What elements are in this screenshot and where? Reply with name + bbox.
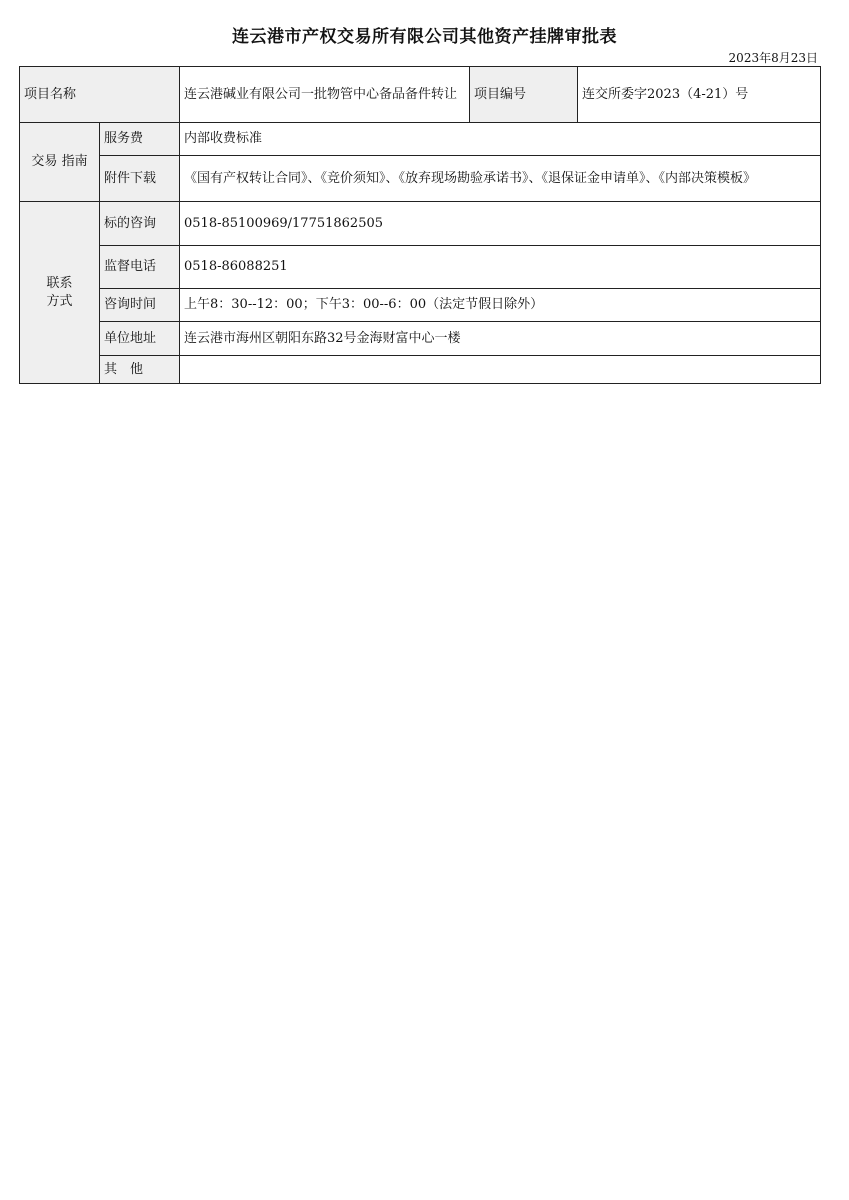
- attachment-label: 附件下载: [100, 156, 180, 202]
- attachment-value: 《国有产权转让合同》、《竞价须知》、《放弃现场勘验承诺书》、《退保证金申请单》、《内部决策模板》: [180, 156, 821, 202]
- contact-section-label-line1: 联系: [46, 275, 73, 291]
- target-inquiry-row: [20, 202, 821, 246]
- inquiry-hours-label: 咨询时间: [100, 289, 180, 322]
- document-date: 2023年8月23日: [728, 51, 818, 65]
- supervision-phone-row: [20, 246, 821, 289]
- target-inquiry-label: 标的咨询: [100, 202, 180, 246]
- project-code-value: 连交所委字2023（4-21）号: [578, 67, 821, 123]
- supervision-phone-label: 监督电话: [100, 246, 180, 289]
- project-name-value: 连云港碱业有限公司一批物管中心备品备件转让: [180, 67, 470, 123]
- service-fee-row: [20, 123, 821, 156]
- other-label: 其 他: [100, 356, 180, 384]
- project-code-label: 项目编号: [470, 67, 578, 123]
- other-value: [180, 356, 821, 384]
- inquiry-hours-row: [20, 289, 821, 322]
- other-row: [20, 356, 821, 384]
- guide-section-label-text: 指南: [61, 154, 88, 169]
- contact-section-label-line2: 方式: [46, 293, 73, 309]
- address-row: [20, 322, 821, 356]
- inquiry-hours-value: 上午8：30--12：00；下午3：00--6：00（法定节假日除外）: [180, 289, 821, 322]
- contact-section-label: [20, 202, 100, 384]
- attachment-row: [20, 156, 821, 202]
- supervision-phone-value: 0518-86088251: [180, 246, 821, 289]
- service-fee-label: 服务费: [100, 123, 180, 156]
- project-row: [20, 67, 821, 123]
- project-name-label: 项目名称: [20, 67, 180, 123]
- target-inquiry-value: 0518-85100969/17751862505: [180, 202, 821, 246]
- service-fee-value: 内部收费标准: [180, 123, 821, 156]
- address-value: 连云港市海州区朝阳东路32号金海财富中心一楼: [180, 322, 821, 356]
- guide-section-label: [20, 123, 100, 202]
- approval-form-table: [19, 66, 821, 384]
- guide-section-label-fragment: 交易: [31, 154, 58, 169]
- document-title: 连云港市产权交易所有限公司其他资产挂牌审批表: [232, 27, 617, 47]
- address-label: 单位地址: [100, 322, 180, 356]
